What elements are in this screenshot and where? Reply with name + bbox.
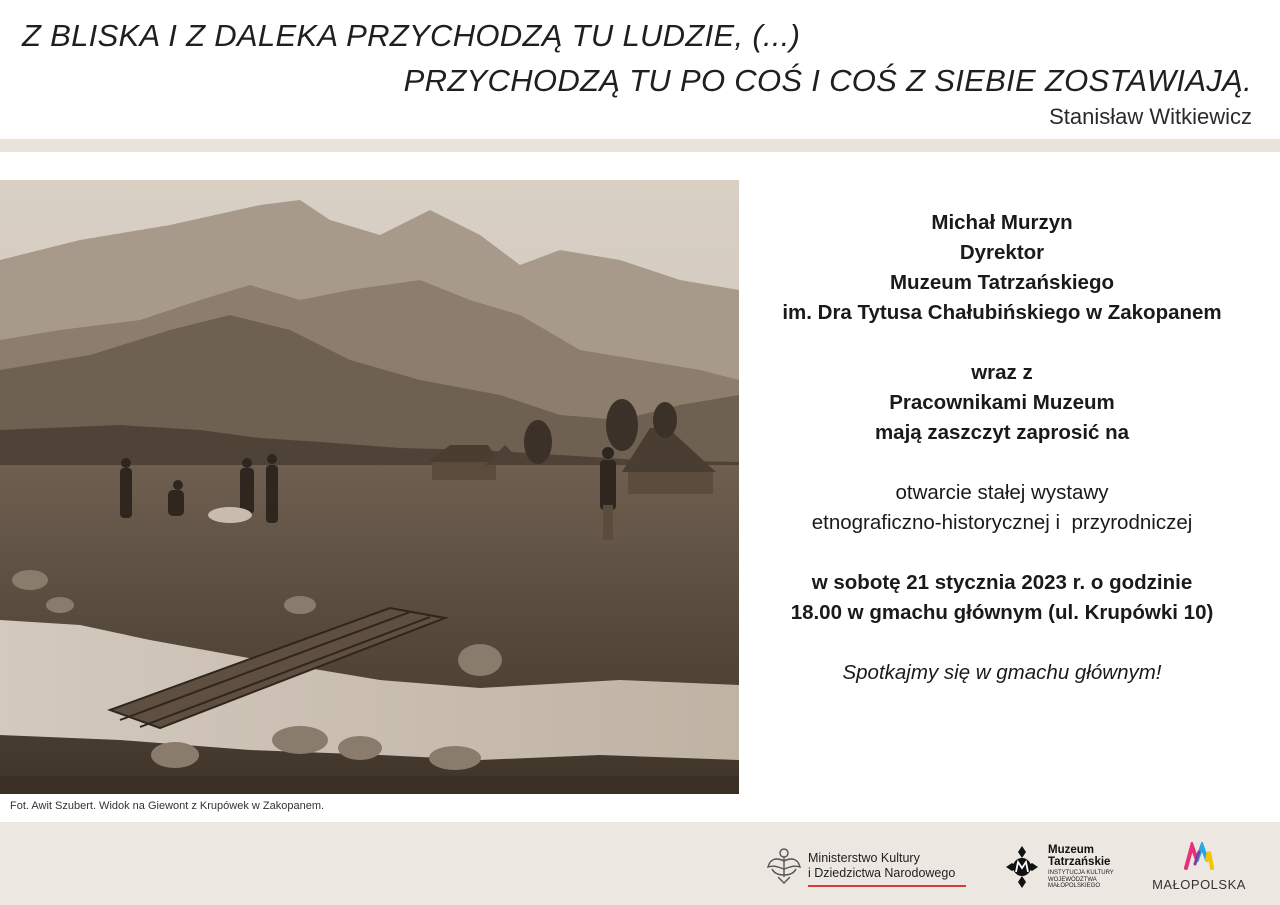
museum-emblem-icon bbox=[1004, 844, 1040, 890]
malopolska-label: MAŁOPOLSKA bbox=[1152, 877, 1246, 892]
photo-caption: Fot. Awit Szubert. Widok na Giewont z Krupówek w Zakopanem. bbox=[10, 800, 325, 812]
header-divider-band bbox=[0, 139, 1280, 152]
closing-line: Spotkajmy się w gmachu głównym! bbox=[842, 661, 1162, 684]
institution-line-2: im. Dra Tytusa Chałubińskiego w Zakopanem bbox=[782, 301, 1222, 324]
quote-line-2: PRZYCHODZĄ TU PO COŚ I COŚ Z SIEBIE ZOSTAWIAJĄ. bbox=[403, 63, 1252, 98]
museum-name-line-1: Muzeum bbox=[1048, 844, 1094, 857]
ministry-name-line-1: Ministerstwo Kultury bbox=[808, 851, 920, 865]
invitation-text bbox=[752, 208, 1252, 688]
inviter-name: Michał Murzyn bbox=[931, 211, 1073, 234]
event-line-1: otwarcie stałej wystawy bbox=[895, 481, 1109, 504]
museum-name-line-2: Tatrzańskie bbox=[1048, 856, 1111, 869]
together-line-3: mają zaszczyt zaprosić na bbox=[874, 421, 1130, 444]
museum-sub-line-2: WOJEWÓDZTWA bbox=[1048, 876, 1097, 883]
malopolska-logo bbox=[1152, 842, 1246, 892]
museum-logo bbox=[1004, 844, 1114, 890]
institution-line-1: Muzeum Tatrzańskiego bbox=[889, 271, 1115, 294]
event-line-2: etnograficzno-historycznej i przyrodniczej bbox=[811, 511, 1193, 534]
ministry-name-line-2: i Dziedzictwa Narodowego bbox=[808, 866, 956, 880]
inviter-position: Dyrektor bbox=[959, 241, 1045, 264]
ministry-rule bbox=[808, 885, 966, 887]
together-line-1: wraz z bbox=[971, 361, 1033, 384]
malopolska-mark-icon bbox=[1183, 842, 1215, 870]
ministry-logo bbox=[766, 845, 955, 887]
historic-photo bbox=[0, 180, 739, 794]
museum-sub-line-3: MAŁOPOLSKIEGO bbox=[1048, 883, 1101, 890]
museum-sub-line-1: INSTYTUCJA KULTURY bbox=[1048, 870, 1114, 877]
quote-author: Stanisław Witkiewicz bbox=[1049, 104, 1252, 129]
eagle-emblem-icon bbox=[766, 845, 802, 887]
quote-line-1: Z BLISKA I Z DALEKA PRZYCHODZĄ TU LUDZIE, (...) bbox=[22, 18, 801, 53]
date-line-2: 18.00 w gmachu głównym (ul. Krupówki 10) bbox=[790, 601, 1214, 624]
date-line-1: w sobotę 21 stycznia 2023 r. o godzinie bbox=[811, 571, 1193, 594]
together-line-2: Pracownikami Muzeum bbox=[889, 391, 1115, 414]
